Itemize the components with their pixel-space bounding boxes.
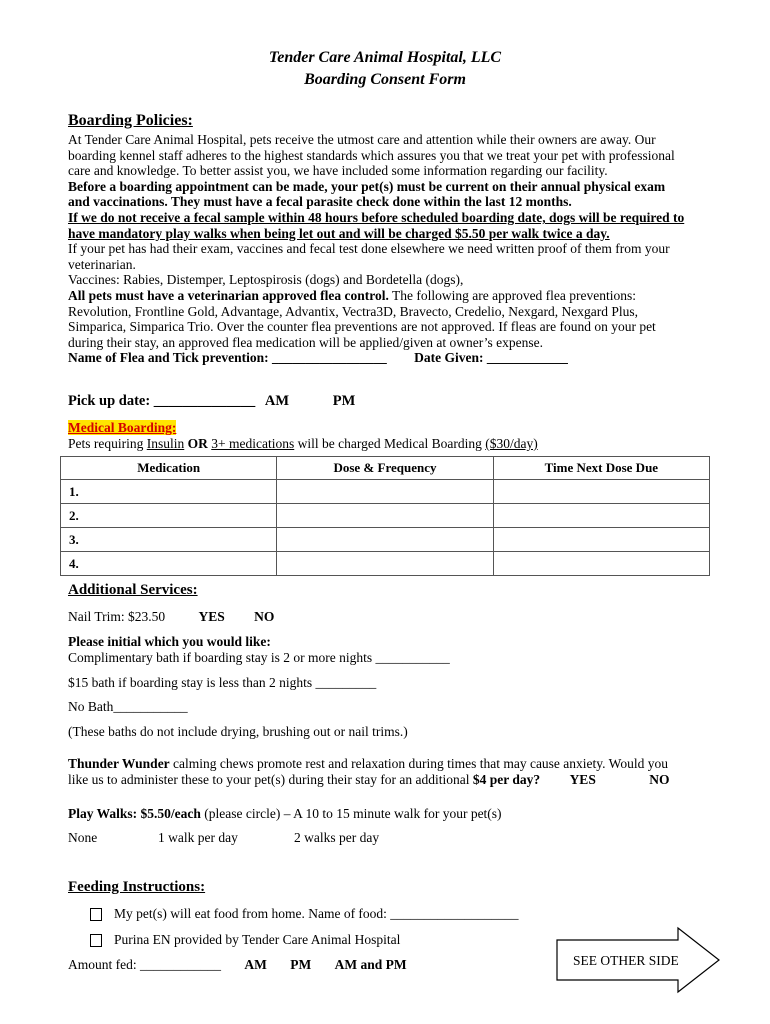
- pickup-row: [68, 393, 355, 410]
- row-number[interactable]: 2.: [61, 504, 277, 528]
- flea-intro: The following are approved flea preventions:: [388, 287, 637, 303]
- own-food-label: My pet(s) will eat food from home. Name of food: ___________________: [114, 906, 519, 921]
- time-cell[interactable]: [493, 552, 709, 576]
- own-food-option[interactable]: [90, 906, 519, 922]
- dose-cell[interactable]: [277, 528, 493, 552]
- medical-note-text: Pets requiring: [68, 436, 147, 451]
- play-walks-row: [68, 806, 502, 822]
- dose-cell[interactable]: [277, 504, 493, 528]
- flea-line: during their stay, an approved flea medication will be applied/given at owner’s expense.: [68, 334, 543, 350]
- checkbox-icon[interactable]: [90, 934, 102, 947]
- bath-note: (These baths do not include drying, brushing out or nail trims.): [68, 724, 408, 739]
- flea-line: [68, 288, 708, 304]
- pickup-pm-option[interactable]: PM: [332, 393, 356, 409]
- dose-cell[interactable]: [277, 552, 493, 576]
- nail-trim-yes[interactable]: YES: [198, 609, 225, 624]
- no-bath-field[interactable]: No Bath___________: [68, 699, 188, 714]
- checkbox-icon[interactable]: [90, 908, 102, 921]
- medical-heading: [68, 420, 176, 436]
- purina-option[interactable]: [90, 932, 400, 948]
- thunder-line-1: [68, 756, 668, 772]
- play-walks-text: (please circle) – A 10 to 15 minute walk for your pet(s): [200, 806, 502, 821]
- medication-table: [60, 456, 710, 576]
- time-cell[interactable]: [493, 480, 709, 504]
- time-cell[interactable]: [493, 528, 709, 552]
- proof-line: If your pet has had their exam, vaccines and fecal test done elsewhere we need written proof of them from your: [68, 241, 670, 257]
- thunder-no[interactable]: NO: [649, 772, 670, 787]
- medical-price: ($30/day): [485, 436, 538, 451]
- row-number[interactable]: 3.: [61, 528, 277, 552]
- see-other-side-label: SEE OTHER SIDE: [573, 953, 679, 968]
- nail-trim-label: Nail Trim: $23.50: [68, 609, 166, 624]
- additional-heading: Additional Services:: [68, 582, 198, 598]
- medical-note-text: will be charged Medical Boarding: [294, 436, 486, 451]
- purina-label: Purina EN provided by Tender Care Animal Hospital: [114, 932, 401, 947]
- requirement-line: and vaccinations. They must have a fecal parasite check done within the last 12 months.: [68, 194, 572, 210]
- initial-label: Please initial which you would like:: [68, 634, 271, 649]
- dose-cell[interactable]: [277, 480, 493, 504]
- vaccines-line: Vaccines: Rabies, Distemper, Leptospirosis (dogs) and Bordetella (dogs),: [68, 272, 464, 288]
- thunder-line-2: [68, 772, 669, 788]
- intro-line: care and knowledge. To better assist you, we have included some information regarding our facility.: [68, 163, 608, 179]
- form-title: Tender Care Animal Hospital, LLC: [268, 49, 502, 66]
- row-number[interactable]: 4.: [61, 552, 277, 576]
- feeding-heading: Feeding Instructions:: [68, 879, 206, 895]
- column-header-dose: Dose & Frequency: [277, 457, 493, 480]
- table-row: [61, 528, 710, 552]
- pickup-am-option[interactable]: AM: [264, 393, 290, 409]
- table-row: [61, 480, 710, 504]
- fecal-warning-line: have mandatory play walks when being let out and will be charged $5.50 per walk twice a day.: [68, 225, 610, 241]
- policies-heading: Boarding Policies:: [68, 112, 193, 129]
- requirement-line: Before a boarding appointment can be made, your pet(s) must be current on their annual physical exam: [68, 178, 666, 194]
- walk-two-option[interactable]: 2 walks per day: [294, 830, 380, 845]
- fecal-warning-line: If we do not receive a fecal sample within 48 hours before scheduled boarding date, dogs will be required to: [68, 209, 685, 225]
- flea-requirement: All pets must have a veterinarian approved flea control.: [68, 287, 389, 303]
- flea-line: Revolution, Frontline Gold, Advantage, Advantix, Vectra3D, Bravecto, Credelio, Nexgard, Nexgard Plus,: [68, 303, 639, 319]
- flea-line: Simparica, Simparica Trio. Over the counter flea preventions are not approved. If fleas are found on your pet: [68, 319, 656, 335]
- or-term: OR: [184, 436, 212, 451]
- feed-am-option[interactable]: AM: [244, 957, 267, 972]
- medical-note: [68, 436, 538, 452]
- amount-fed-row: [68, 957, 407, 973]
- row-number[interactable]: 1.: [61, 480, 277, 504]
- walk-none-option[interactable]: None: [68, 830, 98, 845]
- medical-heading-text: Medical Boarding:: [68, 420, 177, 435]
- thunder-text: calming chews promote rest and relaxation during times that may cause anxiety. Would you: [169, 756, 668, 771]
- nail-trim-row: [68, 609, 274, 625]
- three-meds-term: 3+ medications: [211, 436, 295, 451]
- table-header-row: [61, 457, 710, 480]
- walk-one-option[interactable]: 1 walk per day: [158, 830, 238, 845]
- table-row: [61, 504, 710, 528]
- paid-bath-field[interactable]: $15 bath if boarding stay is less than 2 nights _________: [68, 675, 377, 690]
- proof-line: veterinarian.: [68, 256, 136, 272]
- column-header-medication: Medication: [61, 457, 277, 480]
- date-given-field[interactable]: Date Given: ____________: [414, 350, 568, 366]
- insulin-term: Insulin: [146, 436, 185, 451]
- time-cell[interactable]: [493, 504, 709, 528]
- form-subtitle: Boarding Consent Form: [304, 71, 466, 88]
- thunder-text: like us to administer these to your pet(s) during their stay for an additional: [68, 772, 473, 787]
- amount-fed-field[interactable]: Amount fed: ____________: [68, 957, 221, 972]
- flea-name-field[interactable]: Name of Flea and Tick prevention: _________________: [68, 350, 387, 366]
- comp-bath-field[interactable]: Complimentary bath if boarding stay is 2 or more nights ___________: [68, 650, 450, 665]
- column-header-time: Time Next Dose Due: [493, 457, 709, 480]
- play-walks-label: Play Walks: $5.50/each: [68, 806, 201, 821]
- thunder-price: $4 per day?: [472, 772, 541, 787]
- thunder-yes[interactable]: YES: [569, 772, 596, 787]
- thunder-product: Thunder Wunder: [68, 756, 170, 771]
- flea-name-row: [68, 350, 708, 366]
- table-row: [61, 552, 710, 576]
- nail-trim-no[interactable]: NO: [254, 609, 275, 624]
- intro-line: At Tender Care Animal Hospital, pets receive the utmost care and attention while their owners are away. Our: [68, 132, 656, 147]
- intro-line: boarding kennel staff adheres to the highest standards which assures you that we treat your pet with professional: [68, 147, 675, 163]
- policies-body: [68, 132, 708, 366]
- feed-ampm-option[interactable]: AM and PM: [334, 957, 407, 972]
- feed-pm-option[interactable]: PM: [290, 957, 312, 972]
- pickup-date-field[interactable]: Pick up date: ______________: [68, 393, 256, 409]
